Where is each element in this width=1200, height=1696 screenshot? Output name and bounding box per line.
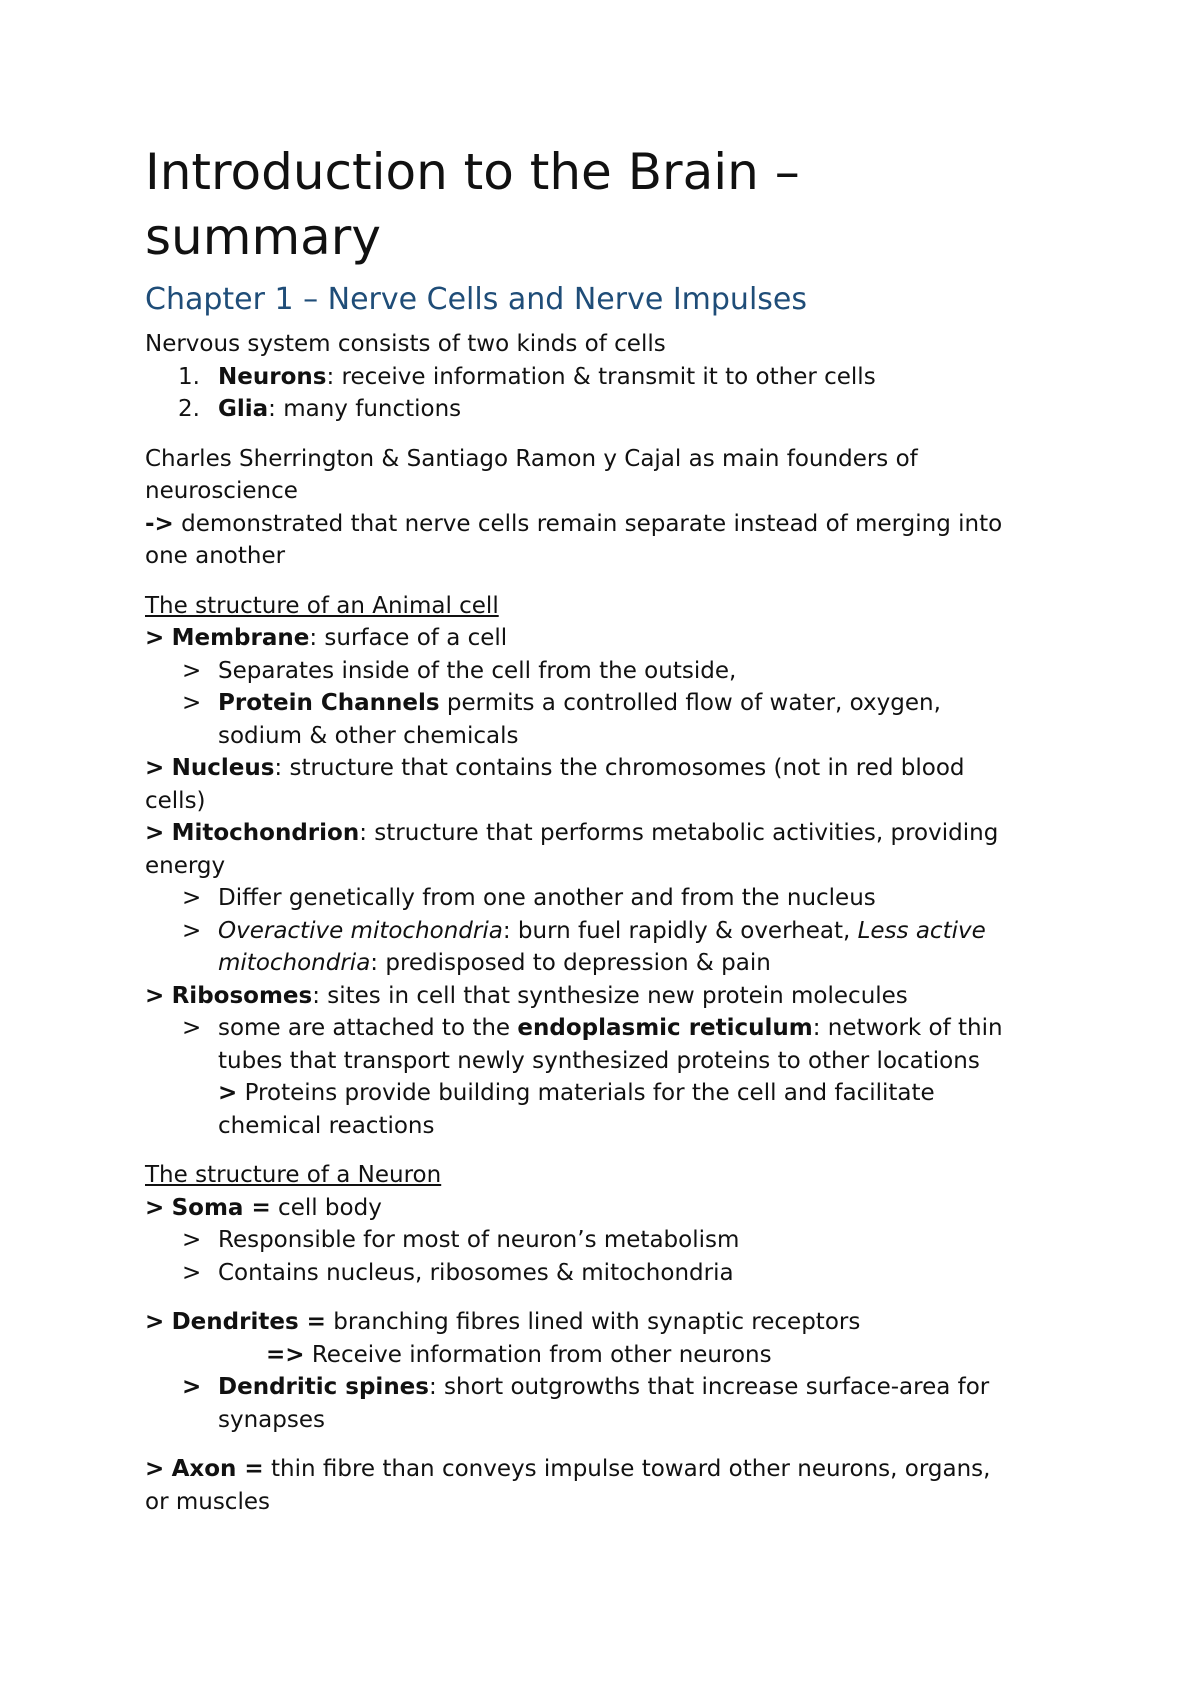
section-heading-neuron: The structure of a Neuron — [145, 1162, 442, 1188]
ribosomes-line: > Ribosomes: sites in cell that synthesize new protein molecules — [145, 982, 908, 1009]
bullet-marker: > — [182, 1374, 202, 1400]
list-item — [145, 361, 1075, 394]
title-line-1: Introduction to the Brain – — [145, 143, 800, 201]
axon-continuation: or muscles — [145, 1488, 270, 1515]
sub-bullet: > Differ genetically from one another and from the nucleus — [145, 882, 1075, 915]
term: Ribosomes — [171, 982, 313, 1009]
bullet-marker: > — [182, 690, 202, 716]
sub-bullet-continuation: synapses — [218, 1406, 325, 1433]
term: Dendrites = — [171, 1309, 326, 1335]
mitochondrion-continuation: energy — [145, 852, 226, 879]
sub-bullet: > Overactive mitochondria: burn fuel rapidly & overheat, Less active — [145, 915, 1075, 948]
founders-line-3: -> demonstrated that nerve cells remain separate instead of merging into — [145, 510, 1003, 537]
bullet-marker: > — [182, 885, 202, 911]
sub-bullet: > Contains nucleus, ribosomes & mitochondria — [145, 1257, 1075, 1290]
list-item — [145, 393, 1075, 426]
list-number: 2. — [178, 396, 200, 422]
title-line-2: summary — [145, 208, 381, 266]
bullet-marker: > — [182, 1015, 202, 1041]
intro-line: Nervous system consists of two kinds of cells — [145, 331, 666, 357]
bullet-marker: > — [182, 1227, 202, 1253]
term: Membrane — [171, 625, 310, 651]
bullet-marker: > — [182, 917, 202, 944]
term: Axon = — [171, 1456, 264, 1482]
sub-bullet-continuation: chemical reactions — [218, 1112, 435, 1139]
term: Soma = — [171, 1194, 271, 1221]
term: Neurons — [218, 363, 327, 390]
founders-line-1: Charles Sherrington & Santiago Ramon y Cajal as main founders of — [145, 445, 918, 472]
term: Mitochondrion — [171, 820, 360, 846]
sub-bullet: > Separates inside of the cell from the outside, — [145, 655, 1075, 688]
sub-bullet-continuation: mitochondria: predisposed to depression & pain — [218, 950, 771, 976]
document-title — [145, 140, 1075, 270]
sub-bullet: > Protein Channels permits a controlled flow of water, oxygen, — [145, 687, 1075, 720]
term: Protein Channels — [218, 690, 440, 716]
sub-bullet: > Responsible for most of neuron’s metabolism — [145, 1224, 1075, 1257]
dendrites-line: > Dendrites = branching fibres lined with synaptic receptors — [145, 1309, 861, 1335]
bullet-marker: > — [182, 657, 202, 684]
definition: : receive information & transmit it to other cells — [326, 363, 876, 390]
founders-line-4: one another — [145, 543, 286, 569]
arrow-marker: -> — [145, 510, 174, 537]
term: endoplasmic reticulum — [517, 1015, 813, 1041]
dendrites-arrow-line: => Receive information from other neurons — [266, 1341, 772, 1368]
membrane-line: > Membrane: surface of a cell — [145, 625, 508, 651]
list-number: 1. — [178, 363, 200, 390]
sub-bullet: > some are attached to the endoplasmic reticulum: network of thin — [145, 1012, 1075, 1045]
nucleus-line: > Nucleus: structure that contains the chromosomes (not in red blood — [145, 755, 965, 781]
section-heading-animal-cell: The structure of an Animal cell — [145, 592, 499, 619]
definition: : many functions — [268, 396, 462, 422]
mitochondrion-line: > Mitochondrion: structure that performs metabolic activities, providing — [145, 820, 999, 846]
term: Nucleus — [171, 755, 275, 781]
sub-bullet-continuation: tubes that transport newly synthesized proteins to other locations — [218, 1047, 980, 1074]
bullet-marker: > — [182, 1259, 202, 1286]
term: Dendritic spines — [218, 1374, 429, 1400]
arrow-marker: => — [266, 1341, 305, 1368]
axon-line: > Axon = thin fibre than conveys impulse toward other neurons, organs, — [145, 1456, 991, 1482]
founders-line-2: neuroscience — [145, 478, 298, 504]
nucleus-continuation: cells) — [145, 787, 206, 814]
sub-bullet-continuation: > Proteins provide building materials for the cell and facilitate — [218, 1080, 935, 1106]
soma-line: > Soma = cell body — [145, 1194, 382, 1221]
document-content — [145, 140, 1075, 1518]
chapter-heading: Chapter 1 – Nerve Cells and Nerve Impulses — [145, 282, 807, 317]
sub-bullet: > Dendritic spines: short outgrowths that increase surface-area for — [145, 1371, 1075, 1404]
sub-bullet-continuation: sodium & other chemicals — [218, 722, 519, 749]
term: Glia — [218, 396, 269, 422]
